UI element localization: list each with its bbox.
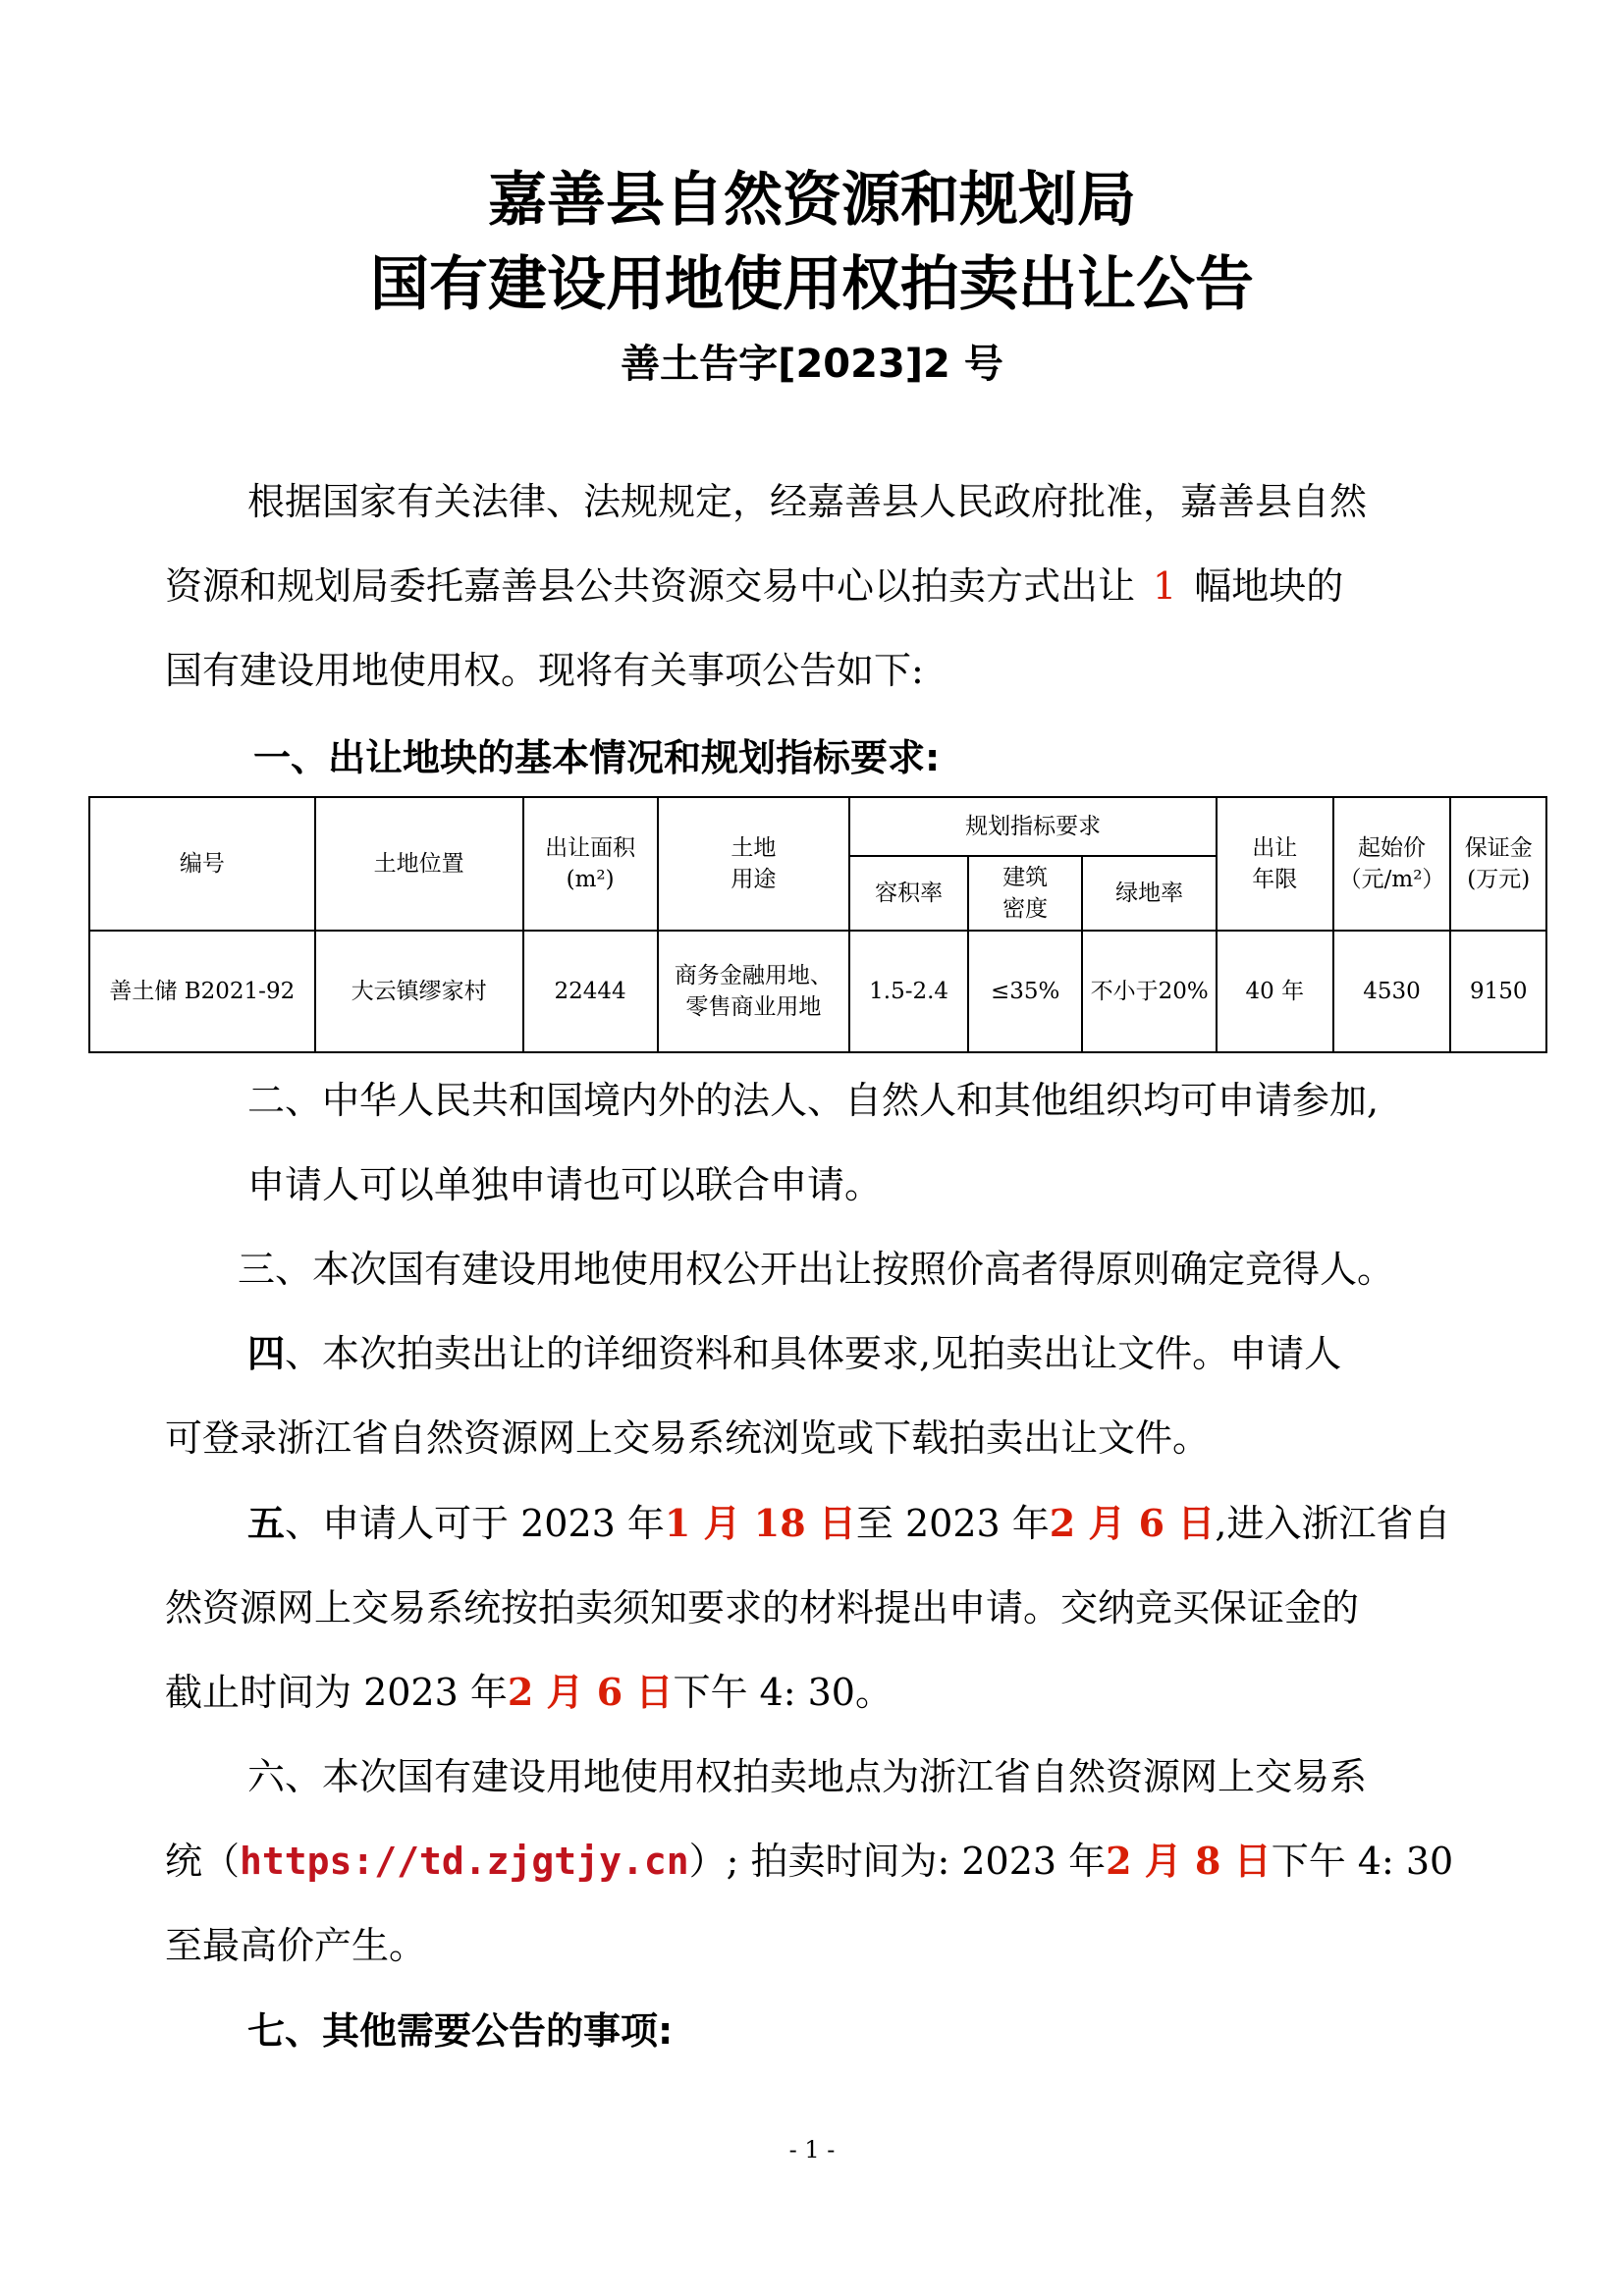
application-start-date: 1 月 18 日	[664, 1501, 856, 1545]
title-line-1: 嘉善县自然资源和规划局	[488, 166, 1136, 235]
header-term: 出让 年限	[1217, 797, 1333, 931]
section-6-line-3: 至最高价产生。	[165, 1924, 427, 1967]
land-parcel-table	[88, 796, 1547, 1053]
header-far: 容积率	[849, 856, 968, 931]
cell-code: 善土储 B2021-92	[89, 931, 315, 1052]
cell-location: 大云镇缪家村	[315, 931, 523, 1052]
cell-land-use: 商务金融用地、 零售商业用地	[658, 931, 850, 1052]
application-end-date: 2 月 6 日	[1049, 1501, 1216, 1545]
section-5-line-1: 五、申请人可于 2023 年1 月 18 日至 2023 年2 月 6 日,进入浙江省自	[247, 1501, 1451, 1545]
cell-density: ≤35%	[968, 931, 1082, 1052]
section-6-line-2: 统（https://td.zjgtjy.cn）; 拍卖时间为: 2023 年2 月 8 日下午 4: 30	[165, 1839, 1454, 1883]
section-5-label: 五	[247, 1502, 286, 1545]
header-area: 出让面积 (m²)	[523, 797, 658, 931]
section-5-line-2: 然资源网上交易系统按拍卖须知要求的材料提出申请。交纳竞买保证金的	[165, 1586, 1360, 1629]
section-4-label: 四	[247, 1332, 286, 1375]
header-location: 土地位置	[315, 797, 523, 931]
cell-green-ratio: 不小于20%	[1082, 931, 1217, 1052]
section-1-heading: 一、出让地块的基本情况和规划指标要求:	[253, 736, 941, 779]
page-number: - 1 -	[788, 2136, 836, 2163]
intro-text-b: 幅地块的	[1194, 564, 1344, 608]
table-header-row-1	[89, 797, 1546, 856]
section-6-line-1: 六、本次国有建设用地使用权拍卖地点为浙江省自然资源网上交易系	[247, 1755, 1368, 1798]
intro-line-3: 国有建设用地使用权。现将有关事项公告如下:	[165, 649, 924, 692]
auction-date: 2 月 8 日	[1106, 1839, 1272, 1883]
cell-far: 1.5-2.4	[849, 931, 968, 1052]
cell-deposit: 9150	[1450, 931, 1546, 1052]
trading-system-link[interactable]: https://td.zjgtjy.cn	[240, 1840, 689, 1883]
table-row	[89, 931, 1546, 1052]
section-4-line-2: 可登录浙江省自然资源网上交易系统浏览或下载拍卖出让文件。	[165, 1416, 1211, 1460]
header-green-ratio: 绿地率	[1082, 856, 1217, 931]
intro-line-2	[165, 561, 1343, 612]
header-land-use: 土地 用途	[658, 797, 850, 931]
section-2-line-1: 二、中华人民共和国境内外的法人、自然人和其他组织均可申请参加,	[247, 1079, 1380, 1122]
section-2-line-2: 申请人可以单独申请也可以联合申请。	[247, 1163, 883, 1206]
section-5-line-3: 截止时间为 2023 年2 月 6 日下午 4: 30。	[165, 1670, 893, 1714]
section-4-text: 、本次拍卖出让的详细资料和具体要求,见拍卖出让文件。申请人	[285, 1332, 1342, 1375]
intro-text-a: 资源和规划局委托嘉善县公共资源交易中心以拍卖方式出让	[165, 564, 1136, 608]
header-start-price: 起始价 （元/m²）	[1333, 797, 1451, 931]
section-4-line-1	[247, 1328, 1341, 1379]
cell-area: 22444	[523, 931, 658, 1052]
header-density: 建筑 密度	[968, 856, 1082, 931]
parcel-count: 1	[1153, 564, 1177, 608]
intro-line-1: 根据国家有关法律、法规规定，经嘉善县人民政府批准，嘉善县自然	[247, 480, 1368, 523]
section-7-heading: 七、其他需要公告的事项:	[247, 2009, 674, 2053]
cell-term: 40 年	[1217, 931, 1333, 1052]
header-deposit: 保证金 (万元)	[1450, 797, 1546, 931]
deposit-deadline-date: 2 月 6 日	[507, 1670, 674, 1714]
header-code: 编号	[89, 797, 315, 931]
title-line-2: 国有建设用地使用权拍卖出让公告	[370, 250, 1254, 319]
header-planning-requirements: 规划指标要求	[849, 797, 1217, 856]
section-3-line-1: 三、本次国有建设用地使用权公开出让按照价高者得原则确定竞得人。	[238, 1248, 1395, 1291]
cell-start-price: 4530	[1333, 931, 1451, 1052]
document-number: 善土告字[2023]2 号	[621, 342, 1003, 387]
